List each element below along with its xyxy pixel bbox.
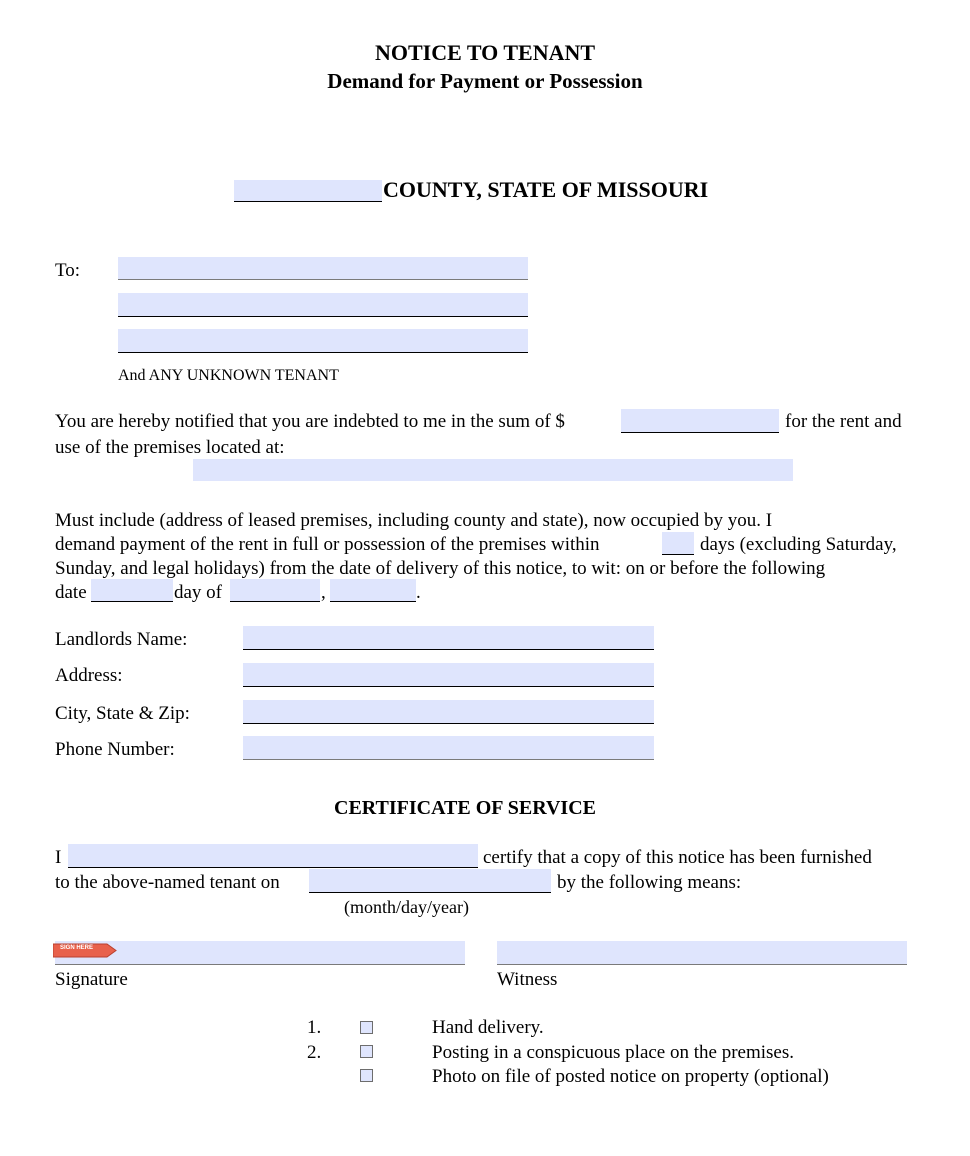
day-of-label: day of	[174, 582, 223, 603]
premises-address-field[interactable]	[193, 459, 793, 481]
date-format-hint: (month/day/year)	[344, 897, 469, 917]
following-means-text: by the following means:	[557, 872, 742, 893]
year-field[interactable]	[330, 579, 416, 602]
certifier-name-field[interactable]	[68, 844, 478, 868]
demand-line-2: demand payment of the rent in full or possession of the premises within	[55, 534, 600, 555]
certifier-label: I	[55, 847, 62, 868]
demand-line-3: Sunday, and legal holidays) from the date of delivery of this notice, to wit: on or before the following	[55, 558, 826, 579]
tenant-name-field-1[interactable]	[118, 257, 528, 280]
document-subtitle: Demand for Payment or Possession	[327, 69, 643, 93]
means-number-1: 1.	[307, 1017, 322, 1038]
witness-field[interactable]	[497, 941, 907, 965]
tenant-name-field-2[interactable]	[118, 293, 528, 317]
landlord-name-field[interactable]	[243, 626, 654, 650]
days-field[interactable]	[662, 532, 694, 555]
photo-label: Photo on file of posted notice on property (optional)	[432, 1066, 829, 1087]
landlord-phone-field[interactable]	[243, 736, 654, 760]
tenant-on-text: to the above-named tenant on	[55, 872, 280, 893]
date-label: date	[55, 582, 87, 603]
county-field[interactable]	[234, 180, 382, 202]
certify-text: certify that a copy of this notice has been furnished	[483, 847, 872, 868]
unknown-tenant-text: And ANY UNKNOWN TENANT	[118, 367, 339, 384]
demand-line-1: Must include (address of leased premises, including county and state), now occupied by you. I	[55, 510, 773, 531]
notice-line-1: You are hereby notified that you are indebted to me in the sum of $	[55, 411, 565, 432]
means-number-2: 2.	[307, 1042, 322, 1063]
hand-delivery-checkbox[interactable]	[360, 1021, 373, 1034]
period-text: .	[416, 582, 421, 603]
certificate-title: CERTIFICATE OF SERVICE	[334, 797, 596, 819]
sign-here-text: SIGN HERE	[60, 945, 94, 951]
landlord-phone-label: Phone Number:	[55, 739, 175, 760]
amount-field[interactable]	[621, 409, 779, 433]
month-field[interactable]	[230, 579, 320, 602]
comma-text: ,	[321, 582, 326, 603]
notice-line-1-end: for the rent and	[785, 411, 902, 432]
tenant-name-field-3[interactable]	[118, 329, 528, 353]
landlord-name-label: Landlords Name:	[55, 629, 188, 650]
witness-label: Witness	[497, 969, 558, 990]
posting-checkbox[interactable]	[360, 1045, 373, 1058]
to-label: To:	[55, 260, 81, 281]
hand-delivery-label: Hand delivery.	[432, 1017, 544, 1038]
document-title: NOTICE TO TENANT	[374, 40, 596, 65]
posting-label: Posting in a conspicuous place on the premises.	[432, 1042, 794, 1063]
notice-line-2: use of the premises located at:	[55, 437, 285, 458]
landlord-address-field[interactable]	[243, 663, 654, 687]
landlord-city-field[interactable]	[243, 700, 654, 724]
day-field[interactable]	[91, 579, 173, 602]
photo-checkbox[interactable]	[360, 1069, 373, 1082]
demand-line-2-end: days (excluding Saturday,	[700, 534, 897, 555]
signature-label: Signature	[55, 969, 128, 990]
county-state-label: COUNTY, STATE OF MISSOURI	[383, 177, 709, 202]
service-date-field[interactable]	[309, 869, 551, 893]
landlord-address-label: Address:	[55, 665, 123, 686]
landlord-city-label: City, State & Zip:	[55, 703, 190, 724]
